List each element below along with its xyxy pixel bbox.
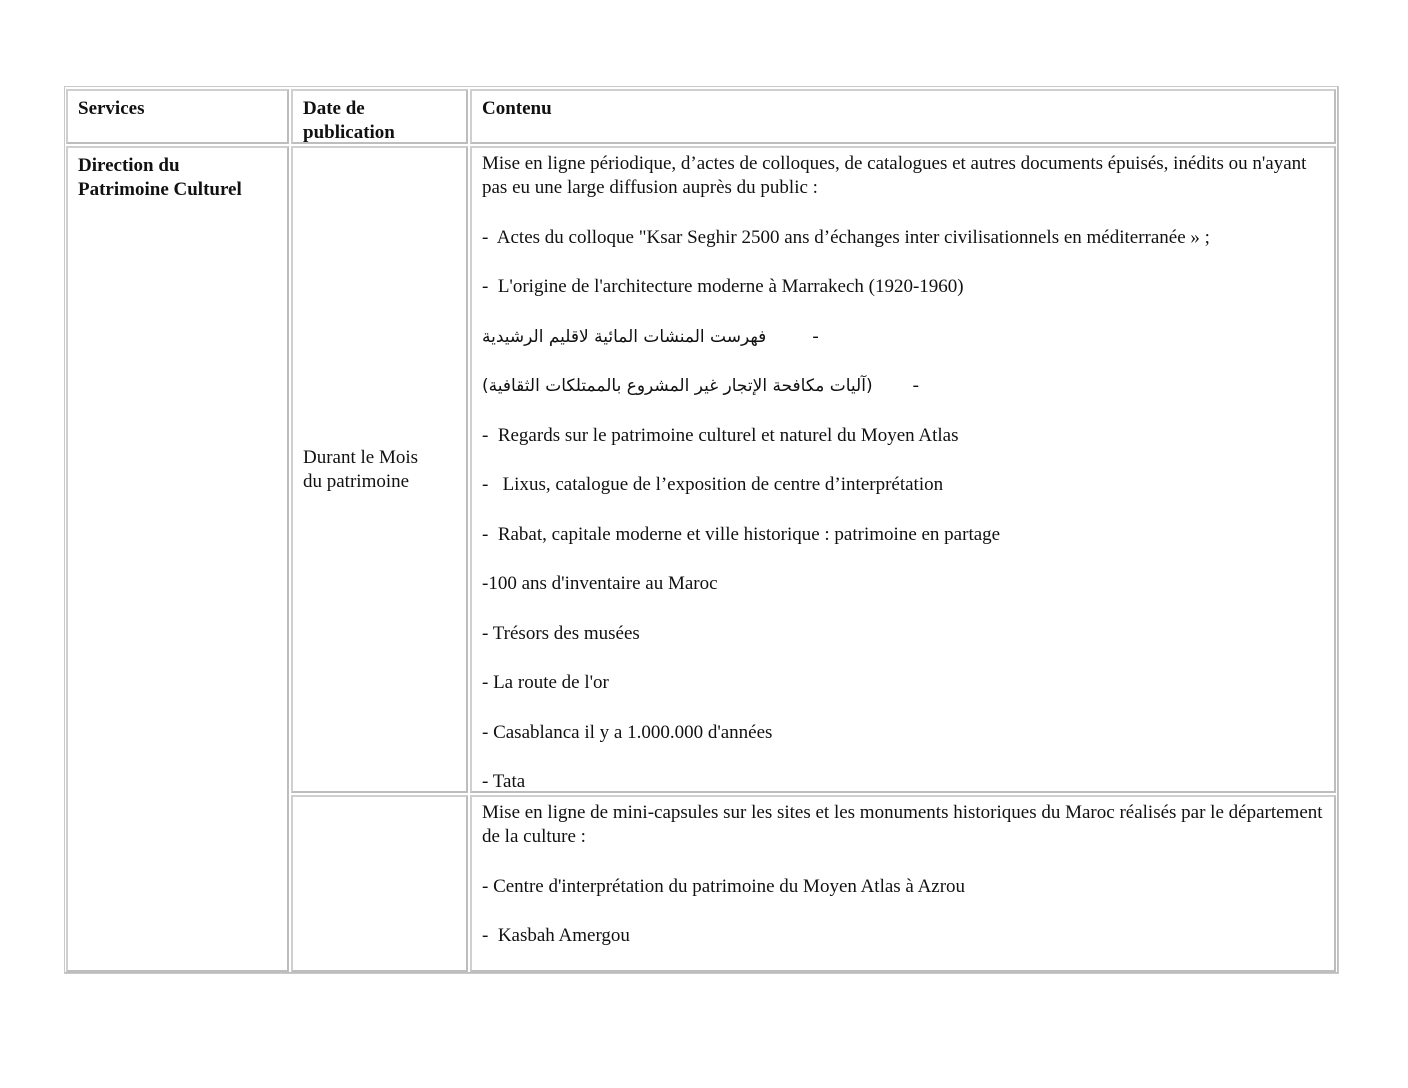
row1-item-tresors: - Trésors des musées: [482, 622, 640, 644]
row2-item-kasbah-amergou: - Kasbah Amergou: [482, 925, 630, 946]
row1-item-inventaire: -100 ans d'inventaire au Maroc: [482, 573, 718, 594]
header-contenu: Contenu: [470, 89, 1336, 144]
row1-date-text: Durant le Mois du patrimoine: [303, 446, 419, 492]
row2-item-azrou: - Centre d'interprétation du patrimoine du Moyen Atlas à Azrou: [482, 875, 966, 897]
arabic-text: (آليات مكافحة الإتجار غير المشروع بالممتلكات الثقافية): [482, 376, 873, 396]
header-services: Services: [66, 89, 289, 144]
row1-item-moyen-atlas: - Regards sur le patrimoine culturel et naturel du Moyen Atlas: [482, 424, 959, 446]
row1-content-cell: [470, 146, 1336, 793]
row1-date-cell: [291, 146, 468, 793]
row2-intro: Mise en ligne de mini-capsules sur les sites et les monuments historiques du Maroc réalisés par le département de la culture :: [482, 802, 1328, 847]
row1-item-tata: - Tata: [482, 771, 526, 792]
service-direction-patrimoine: Direction du Patrimoine Culturel: [66, 146, 289, 972]
row1-item-ksar-seghir: - Actes du colloque "Ksar Seghir 2500 ans d’échanges inter civilisationnels en méditerranée » ;: [482, 226, 1210, 248]
row2-date-cell: [291, 795, 468, 972]
row1-item-arabic-1: [482, 325, 1324, 349]
list-dash: -: [812, 325, 819, 347]
row1-intro: Mise en ligne périodique, d’actes de colloques, de catalogues et autres documents épuisés, inédits ou n'ayant pas eu une large diffusion auprès du public :: [482, 153, 1312, 198]
list-dash: -: [912, 375, 919, 396]
row2-content-cell: [470, 795, 1336, 972]
row1-item-architecture-marrakech: - L'origine de l'architecture moderne à Marrakech (1920-1960): [482, 276, 964, 297]
row1-item-lixus: - Lixus, catalogue de l’exposition de centre d’interprétation: [482, 474, 944, 495]
header-date-publication: Date de publication: [291, 89, 468, 144]
row1-item-casablanca: - Casablanca il y a 1.000.000 d'années: [482, 721, 773, 743]
arabic-text: فهرست المنشات المائية لاقليم الرشيدية: [482, 326, 767, 347]
row1-item-route-or: - La route de l'or: [482, 672, 609, 693]
row1-item-arabic-2: [482, 374, 1324, 398]
row1-item-rabat: - Rabat, capitale moderne et ville historique : patrimoine en partage: [482, 523, 1001, 545]
